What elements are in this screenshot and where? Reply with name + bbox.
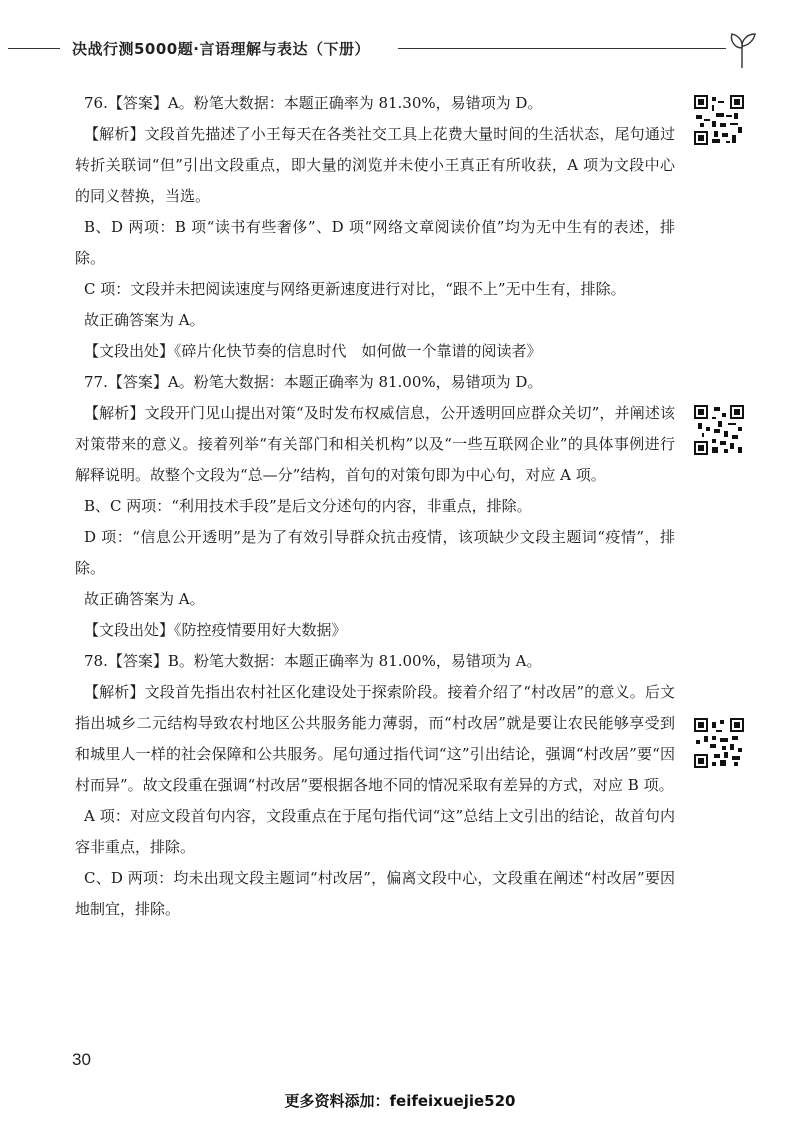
answer-content — [75, 88, 675, 925]
question-78 — [75, 646, 675, 925]
conclusion-paragraph: 故正确答案为 A。 — [84, 311, 205, 329]
option-paragraph: B、D 两项：B 项“读书有些奢侈”、D 项“网络文章阅读价值”均为无中生有的表述，排除。 — [75, 218, 675, 267]
question-76 — [75, 88, 675, 367]
source-paragraph: 【文段出处】《防控疫情要用好大数据》 — [84, 621, 347, 639]
answer-heading: 77.【答案】A。粉笔大数据：本题正确率为 81.00%，易错项为 D。 — [84, 373, 543, 391]
sprout-leaf-icon — [728, 28, 764, 68]
qr-code-icon[interactable] — [694, 405, 744, 455]
analysis-paragraph: 【解析】文段开门见山提出对策“及时发布权威信息，公开透明回应群众关切”，并阐述该对策带来的意义。接着列举“有关部门和相关机构”以及“一些互联网企业”的具体事例进行解释说明。故整个文段为“总—分”结构，首句的对策句即为中心句，对应 A 项。 — [75, 404, 675, 484]
answer-heading: 78.【答案】B。粉笔大数据：本题正确率为 81.00%，易错项为 A。 — [84, 652, 542, 670]
answer-heading: 76.【答案】A。粉笔大数据：本题正确率为 81.30%，易错项为 D。 — [84, 94, 543, 112]
option-paragraph: D 项：“信息公开透明”是为了有效引导群众抗击疫情，该项缺少文段主题词“疫情”，排除。 — [75, 528, 675, 577]
option-paragraph: C 项：文段并未把阅读速度与网络更新速度进行对比，“跟不上”无中生有，排除。 — [84, 280, 626, 298]
qr-code-icon[interactable] — [694, 95, 744, 145]
option-paragraph: C、D 两项：均未出现文段主题词“村改居”，偏离文段中心，文段重在阐述“村改居”要因地制宜，排除。 — [75, 869, 675, 918]
analysis-paragraph: 【解析】文段首先描述了小王每天在各类社交工具上花费大量时间的生活状态，尾句通过转折关联词“但”引出文段重点，即大量的浏览并未使小王真正有所收获，A 项为文段中心的同义替换，当选。 — [75, 125, 675, 205]
running-title: 决战行测5000题·言语理解与表达（下册） — [72, 40, 370, 58]
footer-note: 更多资料添加：feifeixuejie520 — [284, 1092, 516, 1110]
source-paragraph: 【文段出处】《碎片化快节奏的信息时代 如何做一个靠谱的阅读者》 — [84, 342, 542, 360]
qr-code-icon[interactable] — [694, 718, 744, 768]
conclusion-paragraph: 故正确答案为 A。 — [84, 590, 205, 608]
page-header — [0, 36, 800, 60]
analysis-paragraph: 【解析】文段首先指出农村社区化建设处于探索阶段。接着介绍了“村改居”的意义。后文指出城乡二元结构导致农村地区公共服务能力薄弱，而“村改居”就是要让农民能够享受到和城里人一样的社会保障和公共服务。尾句通过指代词“这”引出结论，强调“村改居”要“因村而异”。故文段重在强调“村改居”要根据各地不同的情况采取有差异的方式，对应 B 项。 — [75, 683, 675, 794]
question-77 — [75, 367, 675, 646]
header-rule-left — [8, 48, 60, 49]
header-rule-right — [398, 48, 726, 49]
page-number: 30 — [72, 1050, 91, 1069]
option-paragraph: B、C 两项：“利用技术手段”是后文分述句的内容，非重点，排除。 — [84, 497, 532, 515]
option-paragraph: A 项：对应文段首句内容，文段重点在于尾句指代词“这”总结上文引出的结论，故首句内容非重点，排除。 — [75, 807, 675, 856]
